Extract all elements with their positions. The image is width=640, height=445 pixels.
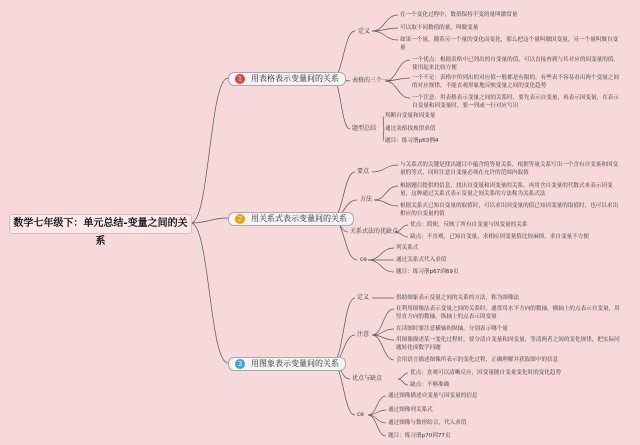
connector-leaf-8-0 [372,309,394,335]
connector-leaf-9-1 [398,379,408,385]
leaf-text: 在利用图像法表示变量之间的关系时，通常用水平方向的数轴，横轴上的点表示自变量，用竖直方向的数轴，纵轴上的点表示因变量 [396,306,620,320]
leaf-text: 通过图像描述自变量与因变量的信息 [388,393,478,399]
subtopic-question-types[interactable]: 题型总结 [352,125,377,132]
connector-leaf-1-1 [385,78,410,81]
leaf-text: 一个注意：用表格表示变量之间的关系时，要先表示自变量，再表示因变量，在表示自变量和因变量时，要一列或一行对应写出 [412,95,619,109]
leaf-text: 一个优点：根据表格中已列出的自变量的值，可以直接查到与其对应的因变量的值，使用起来比较方便 [412,57,619,71]
leaf-text: 一个不足：表格中所列出的对应值一般都是有限的，有些表不容易看出两个变量之间的对应规律，不能直观形象地反映变量之间的变化趋势 [412,75,619,89]
connector-root-branch-3 [191,223,228,363]
connector-leaf-2-0 [383,116,384,129]
connector-branch-3-sub-0 [332,298,355,363]
leaf-text: 可以取不同数值的量，叫做变量 [400,25,479,31]
subtopic-pros-cons[interactable]: 关系式法的优缺点 [350,228,399,235]
branch-3-topic[interactable] [228,357,346,371]
number-3-icon: 3 [235,359,245,369]
leaf-text: 与关系式的关键是找出题目中蕴含的等量关系，根据等量关系写出一个含有自变量和因变量的等式，同时注意自变量必须在允许的范围内取值 [400,162,619,176]
connector-leaf-10-2 [368,415,386,423]
root-topic[interactable]: 数学七年级下：单元总结-变量之间的关系 [9,214,192,234]
leaf-text: 判断自变量和因变量 [385,113,436,119]
leaf-text: 用图像描述某一变化过程时，要分清自变量和因变量，等清两者之间的变化规律，把实际问题转化成数学问题 [396,337,620,351]
leaf-text: 缺点：不直观，已知自变量，求相应因变量值比较麻烦，求自变量不方便 [410,234,590,240]
leaf-text: 优点：直观可以清晰反应，因变量随自变量变化时的变化趋势 [410,370,562,376]
connector-leaf-6-0 [368,248,394,260]
branch-1-label: 用表格表示变量间的关系 [251,74,339,83]
leaf-text: 借助图象表示变量之间的关系的方法，称为图像法 [396,295,520,301]
number-1-icon: 1 [235,74,245,84]
leaf-text: 通过图像与数形结合，代入求值 [388,420,467,426]
subtopic-table-three[interactable]: 表格的三个一 [352,77,389,84]
leaf-text: 题目：练习册p67到69页 [396,269,459,275]
branch-1-topic[interactable] [228,72,346,86]
connector-leaf-3-0 [372,165,398,172]
branch-2-topic[interactable] [228,212,354,226]
subtopic-pros-cons-2[interactable]: 优点与缺点 [352,375,383,382]
leaf-text: 优点：简便，反映了所有自变量与因变量的关系 [410,222,528,228]
leaf-text: 列关系式 [396,245,419,251]
leaf-text: 根据关系式已知自变量的取值时，可以求出因变量的值已知因变量的取值时，也可以求出相应的自变量的值 [400,203,619,217]
leaf-text: 题目：练习册p70到77页 [388,433,451,439]
subtopic-definition[interactable]: 定义 [358,28,371,35]
leaf-text: 通过表格找规律求值 [385,126,436,132]
subtopic-ce-2[interactable]: ce [357,411,364,418]
connector-leaf-0-0 [372,15,398,31]
leaf-text: 通过图像列关系式 [388,407,433,413]
connector-leaf-6-2 [368,260,394,272]
subtopic-key-points[interactable]: 要点 [357,168,370,175]
connector-leaf-4-0 [374,186,398,200]
connector-root-branch-1 [191,78,228,223]
subtopic-method[interactable]: 方法 [360,196,373,203]
subtopic-notes[interactable]: 注意 [357,331,370,338]
connector-branch-1-sub-0 [332,31,355,78]
leaf-text: 在读图时要注意横轴和纵轴，分别表示哪个量 [396,326,508,332]
connector-leaf-9-0 [398,373,408,379]
connector-leaf-4-1 [374,200,398,206]
number-2-icon: 2 [235,214,245,224]
leaf-text: 题目：练习册p63例4 [385,138,439,144]
connector-leaf-2-2 [383,129,384,141]
leaf-text: 在一个变化过程中，数值保持不变的量叫做常量 [400,12,518,18]
subtopic-definition-2[interactable]: 定义 [357,294,370,301]
connector-leaf-10-3 [368,415,386,436]
branch-3-label: 用图象表示变量间的关系 [251,359,339,368]
connector-leaf-0-1 [372,28,398,31]
leaf-text: 如果一个量，随着另一个量的变化而变化，那么把这个量叫做因变量，另一个量叫做自变量 [400,37,619,51]
connector-leaf-8-3 [372,335,394,360]
connector-leaf-0-2 [372,31,398,40]
leaf-text: 根据题目提供的信息，找出自变量和因变量的关系，再用含自变量的代数式来表示因变量，这种通过关系式表示变量之间关系的方法称为关系式法 [400,183,613,197]
leaf-text: 会用语言描述图像所表示的变化过程，正确理解并获取图中的信息 [396,357,559,363]
subtopic-ce[interactable]: ce [360,256,367,263]
leaf-text: 通过关系式代入求值 [396,257,447,263]
leaf-text: 缺点：不够准确 [410,382,450,388]
connector-root-branch-2 [191,218,228,223]
branch-2-label: 用关系式表示变量间的关系 [251,214,347,223]
connector-leaf-1-2 [385,81,410,98]
